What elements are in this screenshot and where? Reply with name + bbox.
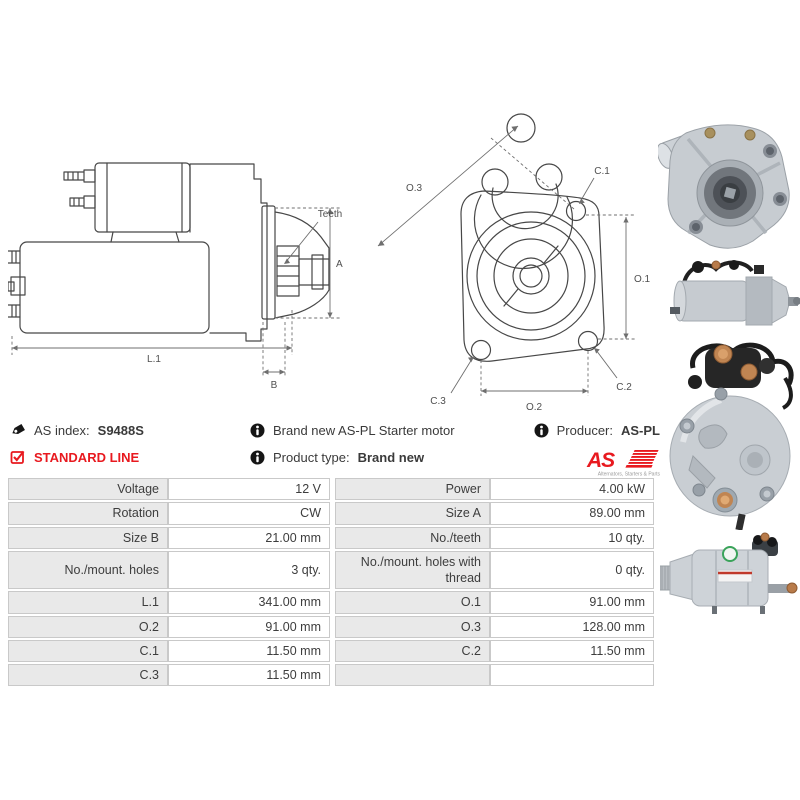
spec-label-c3: C.3 [8, 664, 168, 686]
as-pl-logo-text: AS [587, 449, 615, 472]
spec-label-no-mount-holes: No./mount. holes [8, 551, 168, 590]
technical-drawing-side-view[interactable] [8, 150, 348, 395]
spec-label-l1: L.1 [8, 591, 168, 613]
info-icon [534, 423, 549, 438]
spec-label-c1: C.1 [8, 640, 168, 662]
as-index-line [10, 420, 245, 440]
dim-label-o3: O.3 [405, 183, 423, 194]
spec-value-size-a: 89.00 mm [490, 502, 654, 524]
product-type-value: Brand new [357, 449, 425, 465]
as-index-label: AS index: [34, 422, 90, 438]
spec-label-rotation: Rotation [8, 502, 168, 524]
producer-value: AS-PL [621, 422, 660, 438]
checked-checkbox-icon [10, 449, 26, 465]
spec-table [8, 478, 654, 686]
product-info-bar [10, 420, 660, 476]
technical-drawing-front-view[interactable] [368, 98, 660, 420]
spec-value-voltage: 12 V [168, 478, 330, 500]
as-index-value: S9488S [97, 422, 144, 438]
starter-rear-photo[interactable] [663, 338, 797, 530]
dim-label-o2: O.2 [525, 402, 543, 413]
dim-label-c1: C.1 [594, 166, 610, 177]
spec-value-o2: 91.00 mm [168, 616, 330, 638]
info-icon [250, 450, 265, 465]
dim-label-c3: C.3 [430, 396, 446, 407]
spec-value-no-teeth: 10 qty. [490, 527, 654, 549]
spec-label-voltage: Voltage [8, 478, 168, 500]
spec-value-o1: 91.00 mm [490, 591, 654, 613]
spec-value-no-mount-holes-with-thread: 0 qty. [490, 551, 654, 590]
spec-label-no-mount-holes-with-thread: No./mount. holes with thread [335, 551, 490, 590]
dim-label-a: A [336, 259, 343, 270]
tag-icon [10, 422, 26, 438]
dim-label-o1: O.1 [634, 274, 651, 285]
spec-value-rotation: CW [168, 502, 330, 524]
spec-value-o3: 128.00 mm [490, 616, 654, 638]
info-icon [250, 423, 265, 438]
dim-label-l1: L.1 [147, 354, 161, 365]
spec-value-c3: 11.50 mm [168, 664, 330, 686]
as-pl-logo [586, 447, 660, 477]
spec-value-c2: 11.50 mm [490, 640, 654, 662]
product-type-label: Product type: [273, 449, 350, 465]
dim-label-c2: C.2 [616, 382, 632, 393]
spec-value-power: 4.00 kW [490, 478, 654, 500]
spec-label-c2: C.2 [335, 640, 490, 662]
spec-label-no-teeth: No./teeth [335, 527, 490, 549]
dim-label-b: B [270, 380, 278, 391]
producer-line [480, 420, 660, 440]
dim-label-teeth: Teeth [317, 209, 343, 220]
spec-label-empty [335, 664, 490, 686]
spec-label-power: Power [335, 478, 490, 500]
spec-label-o3: O.3 [335, 616, 490, 638]
starter-front-flange-photo[interactable] [658, 113, 798, 253]
starter-side-photo-2[interactable] [660, 532, 800, 614]
as-pl-logo-tagline: Alternators, Starters & Parts [597, 471, 660, 477]
spec-value-l1: 341.00 mm [168, 591, 330, 613]
spec-value-c1: 11.50 mm [168, 640, 330, 662]
spec-label-o1: O.1 [335, 591, 490, 613]
producer-label: Producer: [556, 422, 613, 438]
spec-label-size-a: Size A [335, 502, 490, 524]
product-description: Brand new AS-PL Starter motor [273, 422, 455, 438]
standard-line-badge [10, 447, 245, 467]
spec-value-size-b: 21.00 mm [168, 527, 330, 549]
starter-side-photo[interactable] [668, 255, 800, 331]
standard-line-label: STANDARD LINE [34, 449, 140, 465]
spec-value-empty [490, 664, 654, 686]
spec-label-size-b: Size B [8, 527, 168, 549]
spec-label-o2: O.2 [8, 616, 168, 638]
spec-value-no-mount-holes: 3 qty. [168, 551, 330, 590]
